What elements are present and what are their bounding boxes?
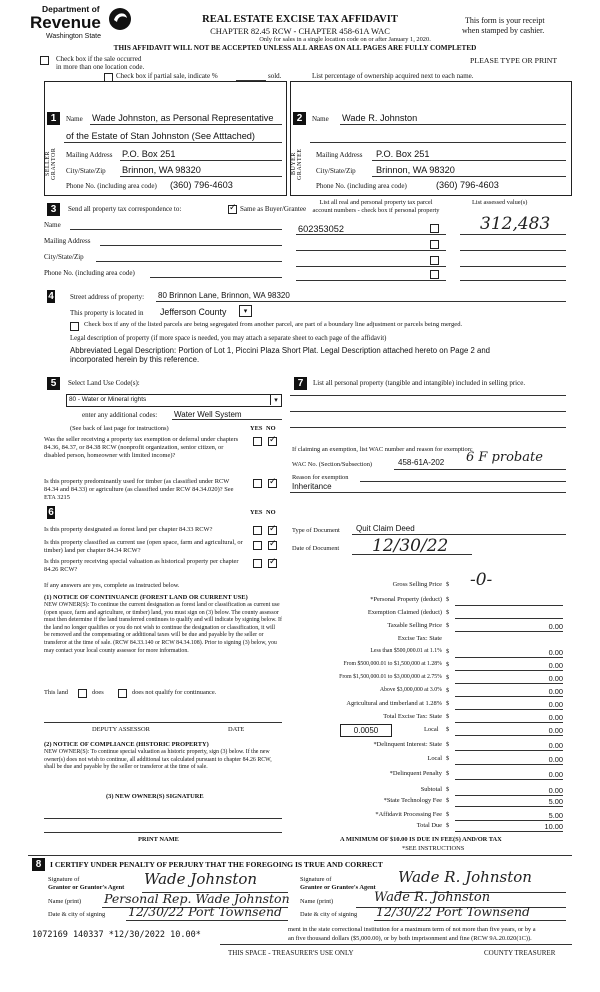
ag-value[interactable]: 0.00	[455, 700, 563, 710]
seller-mailing-rule	[120, 160, 282, 161]
total-due-value[interactable]: 10.00	[455, 822, 563, 832]
assessed-rule4	[460, 280, 566, 281]
notice1-title: (1) NOTICE OF CONTINUANCE (FOREST LAND OR CURRENT USE)	[44, 594, 248, 601]
assessed-header: List assessed value(s)	[472, 199, 528, 206]
subtotal-currency: $	[446, 786, 450, 793]
receipt-note2: when stamped by cashier.	[462, 26, 545, 35]
total-state-label: Total Excise Tax: State	[383, 713, 442, 720]
sec6-if-yes: If any answers are yes, complete as instructed below.	[44, 582, 180, 589]
sec3-mailing-rule	[100, 245, 282, 246]
seller-name-rule1	[90, 124, 282, 125]
notice2-title: (2) NOTICE OF COMPLIANCE (HISTORIC PROPERTY)	[44, 741, 209, 748]
ag-currency: $	[446, 700, 450, 707]
grantee-date-city[interactable]: 12/30/22 Port Townsend	[376, 904, 531, 919]
delinq-local-currency: $	[446, 755, 450, 762]
doc-date-label: Date of Document	[292, 545, 340, 552]
buyer-name-rule2	[310, 142, 566, 143]
legal-description[interactable]: Abbreviated Legal Description: Portion of Lot 1, Piccini Plaza Short Plat. Legal Description attached hereto on Page 2 and incorporated herein by this reference.	[70, 346, 490, 364]
form-warning: THIS AFFIDAVIT WILL NOT BE ACCEPTED UNLESS ALL AREAS ON ALL PAGES ARE FULLY COMPLETED	[113, 44, 477, 52]
parcel-rule2	[296, 250, 446, 251]
parcel-header1: List all real and personal property tax parcel	[319, 199, 433, 206]
delinq-penalty-value[interactable]: 0.00	[455, 770, 563, 780]
taxable-label: Taxable Selling Price	[387, 622, 442, 629]
parcel-number[interactable]: 602353052	[298, 224, 344, 234]
deputy-assessor-label: DEPUTY ASSESSOR	[92, 726, 150, 733]
receipt-note1: This form is your receipt	[465, 16, 545, 25]
buyer-name-label: Name	[312, 115, 329, 123]
assessed-value[interactable]: 312,483	[480, 214, 551, 234]
buyer-city-rule	[372, 176, 566, 177]
personal-property-rule2	[290, 411, 566, 412]
print-note: PLEASE TYPE OR PRINT	[470, 56, 558, 65]
local-value[interactable]: 0.00	[455, 726, 563, 736]
segregated-checkbox[interactable]	[70, 322, 79, 331]
sec6-no-header: NO	[266, 509, 276, 516]
grantor-date-city[interactable]: 12/30/22 Port Townsend	[128, 904, 283, 919]
tier3-label: From $1,500,000.01 to $3,000,000 at 2.75%	[339, 674, 442, 680]
personal-deduct-value[interactable]	[455, 596, 563, 606]
personal-property-label: List all personal property (tangible and intangible) included in selling price.	[313, 379, 526, 387]
sec6-q2-yes[interactable]	[253, 541, 262, 550]
sig-grantee[interactable]: Wade R. Johnston	[398, 868, 532, 886]
wac-value[interactable]: 458-61A-202	[398, 458, 445, 467]
gross-label: Gross Selling Price	[392, 581, 442, 588]
excise-state-label: Excise Tax: State	[397, 635, 442, 642]
sig-grantee-label1: Signature of	[300, 876, 332, 883]
sec3-city-label: City/State/Zip	[44, 253, 84, 261]
section-buyer	[290, 81, 572, 196]
local-rate-field[interactable]: 0.0050	[340, 724, 392, 737]
deputy-date-label: DATE	[228, 726, 245, 733]
county-treasurer-label: COUNTY TREASURER	[484, 949, 556, 957]
tier2-label: From $500,000.01 to $1,500,000 at 1.28%	[343, 661, 442, 667]
seller-name-line2[interactable]: of the Estate of Stan Johnston (See Atttached)	[66, 131, 255, 141]
gross-value[interactable]: -0-	[470, 570, 493, 590]
tier1-currency: $	[446, 648, 450, 655]
total-due-label: Total Due	[416, 822, 442, 829]
section-7-number: 7	[294, 377, 307, 390]
print-name-rule	[44, 832, 282, 833]
assessed-rule1	[460, 234, 566, 235]
delinq-penalty-label: *Delinquent Penalty	[389, 770, 442, 777]
delinq-penalty-currency: $	[446, 770, 450, 777]
sec6-q2-no[interactable]	[268, 541, 277, 550]
same-as-buyer-label: Same as Buyer/Grantee	[240, 205, 307, 213]
send-correspondence-label: Send all property tax correspondence to:	[68, 205, 182, 213]
total-state-value[interactable]: 0.00	[455, 713, 563, 723]
exemption-label: If claiming an exemption, list WAC number and reason for exemption:	[292, 446, 473, 453]
land-use-dropdown-icon[interactable]: ▾	[270, 395, 281, 405]
tier4-currency: $	[446, 687, 450, 694]
total-due-currency: $	[446, 822, 450, 829]
sec6-q1-yes[interactable]	[253, 526, 262, 535]
delinq-local-label: Local	[427, 755, 442, 762]
buyer-mailing-rule	[372, 160, 566, 161]
personal-property-checkbox-4[interactable]	[430, 270, 439, 279]
sec5-q1: Was the seller receiving a property tax exemption or deferral under chapters 84.36, 84.37, or 84.38 RCW (nonprofit organization, senior citizen, or disabled person, homeowner with limited income)?	[44, 436, 239, 459]
personal-property-checkbox-1[interactable]	[430, 224, 439, 233]
seller-mailing[interactable]: P.O. Box 251	[122, 149, 176, 159]
parcel-header2: account numbers - check box if personal property	[312, 207, 440, 214]
form-title: REAL ESTATE EXCISE TAX AFFIDAVIT	[202, 14, 398, 25]
personal-currency: $	[446, 596, 450, 603]
grantor-date-rule	[126, 920, 288, 921]
grantee-date-label: Date & city of signing	[300, 911, 358, 918]
tech-fee-currency: $	[446, 797, 450, 804]
sec6-q1: Is this property designated as forest land per chapter 84.33 RCW?	[44, 526, 213, 533]
doc-type-rule	[352, 534, 566, 535]
personal-property-checkbox-2[interactable]	[430, 240, 439, 249]
new-owner-signature-rule	[44, 818, 282, 819]
seller-name-rule2	[64, 142, 282, 143]
section-6-number: 6	[48, 507, 54, 518]
section-4-number: 4	[48, 291, 54, 302]
print-name-label: PRINT NAME	[138, 836, 179, 843]
delinq-state-currency: $	[446, 741, 450, 748]
affidavit-fee-currency: $	[446, 811, 450, 818]
seller-city-rule	[120, 176, 282, 177]
grantee-name[interactable]: Wade R. Johnston	[374, 890, 491, 905]
sig-grantor-label2: Grantor or Grantor's Agent	[48, 884, 125, 891]
segregated-label: Check box if any of the listed parcels are being segregated from another parcel, are part of a boundary line adjustment or parcels being merged.	[84, 321, 463, 328]
grantee-name-label: Name (print)	[300, 898, 334, 905]
tier2-currency: $	[446, 661, 450, 668]
delinq-state-label: *Delinquent Interest: State	[373, 741, 442, 748]
dor-swirl-icon	[108, 6, 132, 32]
wac-rule	[394, 469, 566, 470]
reason-rule2	[290, 492, 566, 493]
taxable-currency: $	[446, 622, 450, 629]
section-3-number: 3	[47, 203, 60, 216]
sec3-phone-label: Phone No. (including area code)	[44, 269, 135, 277]
sec5-q1-yes[interactable]	[253, 437, 262, 446]
notice1-text: NEW OWNER(S): To continue the current designation as forest land or classification as current use (open space, farm and agriculture, or timber) land, you must sign on (3) below. The county assessor must then determine if the land transferred continues to qualify and will indicate by signing below. If the land no longer qualifies or you do not wish to continue the designation or classification, it will be removed and the compensating or additional taxes will be due and payable by the seller or transferor at the time of sale. (RCW 84.33.140 or RCW 84.34.108). Prior to signing (3) below, you may contact your local county assessor for more information.	[44, 602, 282, 654]
local-currency: $	[446, 726, 450, 733]
section-1-number: 1	[47, 112, 60, 125]
ownership-note: List percentage of ownership acquired next to each name.	[312, 72, 474, 80]
subtotal-value[interactable]: 0.00	[455, 786, 563, 796]
this-land-label: This land	[44, 689, 68, 696]
tier4-label: Above $3,000,000 at 3.0%	[379, 687, 442, 693]
parcel-rule4	[296, 280, 446, 281]
buyer-mailing-label: Mailing Address	[316, 151, 363, 159]
street-label: Street address of property:	[70, 293, 145, 301]
additional-codes-label: enter any additional codes:	[82, 411, 158, 419]
tech-fee-value[interactable]: 5.00	[455, 797, 563, 807]
reason-value[interactable]: Inheritance	[292, 482, 332, 491]
additional-codes-rule	[172, 419, 282, 420]
section-8-number: 8	[32, 858, 45, 871]
affidavit-fee-value[interactable]: 5.00	[455, 811, 563, 821]
exemption-currency: $	[446, 609, 450, 616]
delinq-state-value[interactable]: 0.00	[455, 741, 563, 751]
sec3-name-label: Name	[44, 221, 61, 229]
sig-grantee-label2: Grantee or Grantee's Agent	[300, 884, 376, 891]
personal-property-rule3	[290, 427, 566, 428]
street-rule	[156, 301, 566, 302]
multi-location-label2: in more than one location code.	[56, 63, 145, 71]
personal-property-checkbox-3[interactable]	[430, 256, 439, 265]
tech-fee-label: *State Technology Fee	[383, 797, 442, 804]
dept-line2: Revenue	[30, 13, 101, 32]
located-label: This property is located in	[70, 309, 144, 317]
sec6-q3: Is this property receiving special valuation as historical property per chapter 84.26 RCW?	[44, 558, 239, 573]
sec6-q3-no[interactable]	[268, 559, 277, 568]
grantor-name-label: Name (print)	[48, 898, 82, 905]
assessed-rule2	[460, 250, 566, 251]
sec6-yes-header: YES	[250, 509, 263, 516]
personal-deduct-label: *Personal Property (deduct)	[370, 596, 442, 603]
doc-date-rule	[352, 554, 472, 555]
doc-date[interactable]: 12/30/22	[372, 536, 449, 556]
buyer-phone[interactable]: (360) 796-4603	[436, 180, 499, 190]
buyer-city-label: City/State/Zip	[316, 167, 356, 175]
subtotal-label: Subtotal	[420, 786, 442, 793]
dept-line1: Department of	[42, 4, 100, 14]
sec6-q1-no[interactable]	[268, 526, 277, 535]
sig-grantor-label1: Signature of	[48, 876, 80, 883]
affidavit-fee-label: *Affidavit Processing Fee	[375, 811, 442, 818]
grantor-date-label: Date & city of signing	[48, 911, 106, 918]
deputy-rule	[44, 722, 282, 723]
form-note: Only for sales in a single location code on or after January 1, 2020.	[259, 36, 431, 43]
treasurer-space-label: THIS SPACE - TREASURER'S USE ONLY	[228, 949, 354, 957]
does-not-qualify-checkbox[interactable]	[118, 689, 127, 698]
gross-currency: $	[446, 581, 450, 588]
sec5-no-header: NO	[266, 425, 276, 432]
does-not-label: does not qualify for continuance.	[132, 689, 217, 696]
seller-phone[interactable]: (360) 796-4603	[170, 180, 233, 190]
wac-label: WAC No. (Section/Subsection)	[292, 461, 373, 468]
additional-codes-value[interactable]: Water Well System	[174, 410, 242, 419]
partial-sold-label: sold.	[268, 72, 282, 80]
buyer-city[interactable]: Brinnon, WA 98320	[376, 165, 455, 175]
tier1-value[interactable]: 0.00	[455, 648, 563, 658]
sec5-q2-yes[interactable]	[253, 479, 262, 488]
perjury-note1: ment in the state correctional institution for a maximum term of not more than five years, or by a	[288, 926, 536, 933]
does-label: does	[92, 689, 104, 696]
land-use-select[interactable]	[66, 394, 282, 407]
buyer-name-rule1	[340, 124, 566, 125]
footer-rule	[220, 944, 572, 945]
tier1-label: Less than $500,000.01 at 1.1%	[370, 648, 442, 654]
sec5-q2-no[interactable]	[268, 479, 277, 488]
seller-mailing-label: Mailing Address	[66, 151, 113, 159]
street-address[interactable]: 80 Brinnon Lane, Brinnon, WA 98320	[158, 291, 290, 300]
minimum-due-note: A MINIMUM OF $10.00 IS DUE IN FEE(S) AND/OR TAX	[340, 836, 502, 843]
land-use-label: Select Land Use Code(s):	[68, 379, 140, 387]
sec3-phone-rule	[150, 277, 282, 278]
seller-city-label: City/State/Zip	[66, 167, 106, 175]
seller-phone-label: Phone No. (including area code)	[66, 182, 157, 190]
assessed-rule3	[460, 266, 566, 267]
partial-sale-label: Check box if partial sale, indicate %	[116, 72, 218, 80]
parcel-rule1	[296, 234, 446, 235]
tier2-value[interactable]: 0.00	[455, 661, 563, 671]
taxable-value[interactable]: 0.00	[455, 622, 563, 632]
multi-location-label1: Check box if the sale occurred	[56, 55, 142, 63]
ag-label: Agricultural and timberland at 1.28%	[346, 700, 442, 707]
legal-label: Legal description of property (if more space is needed, you may attach a separate sheet to each page of the affidavit)	[70, 335, 387, 342]
sec6-q3-yes[interactable]	[253, 559, 262, 568]
sec3-city-rule	[96, 261, 282, 262]
multi-location-checkbox[interactable]	[40, 56, 49, 65]
seller-name-line1[interactable]: Wade Johnston, as Personal Representative	[92, 113, 274, 123]
buyer-phone-label: Phone No. (including area code)	[316, 182, 407, 190]
exemption-claimed-label: Exemption Claimed (deduct)	[367, 609, 442, 616]
see-instructions-note: *SEE INSTRUCTIONS	[402, 845, 465, 852]
same-as-buyer-checkbox[interactable]	[228, 205, 237, 214]
section8-top-rule	[28, 855, 572, 856]
seller-city[interactable]: Brinnon, WA 98320	[122, 165, 201, 175]
sec3-name-rule	[70, 229, 282, 230]
grantee-date-rule	[374, 920, 566, 921]
personal-property-rule1	[290, 395, 566, 396]
form-subtitle: CHAPTER 82.45 RCW - CHAPTER 458-61A WAC	[210, 26, 390, 36]
receipt-stamp: 1072169 140337 *12/30/2022 10.00*	[32, 930, 201, 940]
exemption-claimed-value[interactable]	[455, 609, 563, 619]
notice2-text: NEW OWNER(S): To continue special valuation as historic property, sign (3) below. If the new owner(s) does not wish to continue, all additional tax calculated pursuant to chapter 84.26 RCW, shall be due and payable by the seller or transferor at the time of sale.	[44, 749, 272, 771]
tier3-currency: $	[446, 674, 450, 681]
section-5-number: 5	[47, 377, 60, 390]
sec3-mailing-label: Mailing Address	[44, 237, 91, 245]
delinq-local-value[interactable]: 0.00	[455, 755, 563, 765]
dept-line3: Washington State	[46, 33, 101, 40]
doc-type-label: Type of Document	[292, 527, 340, 534]
buyer-mailing[interactable]: P.O. Box 251	[376, 149, 430, 159]
sec5-yes-header: YES	[250, 425, 263, 432]
certify-statement: I CERTIFY UNDER PENALTY OF PERJURY THAT THE FOREGOING IS TRUE AND CORRECT	[50, 860, 383, 869]
tier4-value[interactable]: 0.00	[455, 687, 563, 697]
sec5-q2: Is this property predominantly used for timber (as classified under RCW 84.34 and 84.33) or agriculture (as classified under RCW 84.34.020)? See ETA 3215	[44, 478, 234, 501]
see-back-note: (See back of last page for instructions)	[70, 425, 169, 432]
sec5-q1-no[interactable]	[268, 437, 277, 446]
county-select[interactable]: Jefferson County	[160, 307, 227, 317]
reason-rule1	[360, 481, 566, 482]
does-qualify-checkbox[interactable]	[78, 689, 87, 698]
tier3-value[interactable]: 0.00	[455, 674, 563, 684]
perjury-note2: an five thousand dollars ($5,000.00), or by both imprisonment and fine (RCW 9A.20.020(1C)).	[288, 935, 532, 942]
grantor-name[interactable]: Personal Rep. Wade Johnston	[104, 891, 290, 906]
total-state-currency: $	[446, 713, 450, 720]
parcel-rule3	[296, 266, 446, 267]
local-label: Local	[424, 726, 439, 733]
section-2-number: 2	[293, 112, 306, 125]
doc-type[interactable]: Quit Claim Deed	[356, 524, 415, 533]
buyer-name[interactable]: Wade R. Johnston	[342, 113, 418, 123]
reason-label: Reason for exemption	[292, 474, 349, 481]
sig-grantor[interactable]: Wade Johnston	[144, 870, 258, 888]
buyer-side-label: BUYER GRANTEE	[291, 148, 303, 180]
seller-name-label: Name	[66, 115, 83, 123]
county-dropdown[interactable]: ▾	[239, 305, 252, 317]
new-owner-signature-label: (3) NEW OWNER(S) SIGNATURE	[106, 793, 204, 800]
land-use-value: 80 - Water or Mineral rights	[69, 396, 147, 403]
seller-side-label: SELLER GRANTOR	[45, 147, 57, 181]
wac-handwritten[interactable]: 6 F probate	[466, 450, 543, 465]
sec6-q2: Is this property classified as current use (open space, farm and agricultural, or timber) land per chapter 84.34 RCW?	[44, 539, 243, 554]
